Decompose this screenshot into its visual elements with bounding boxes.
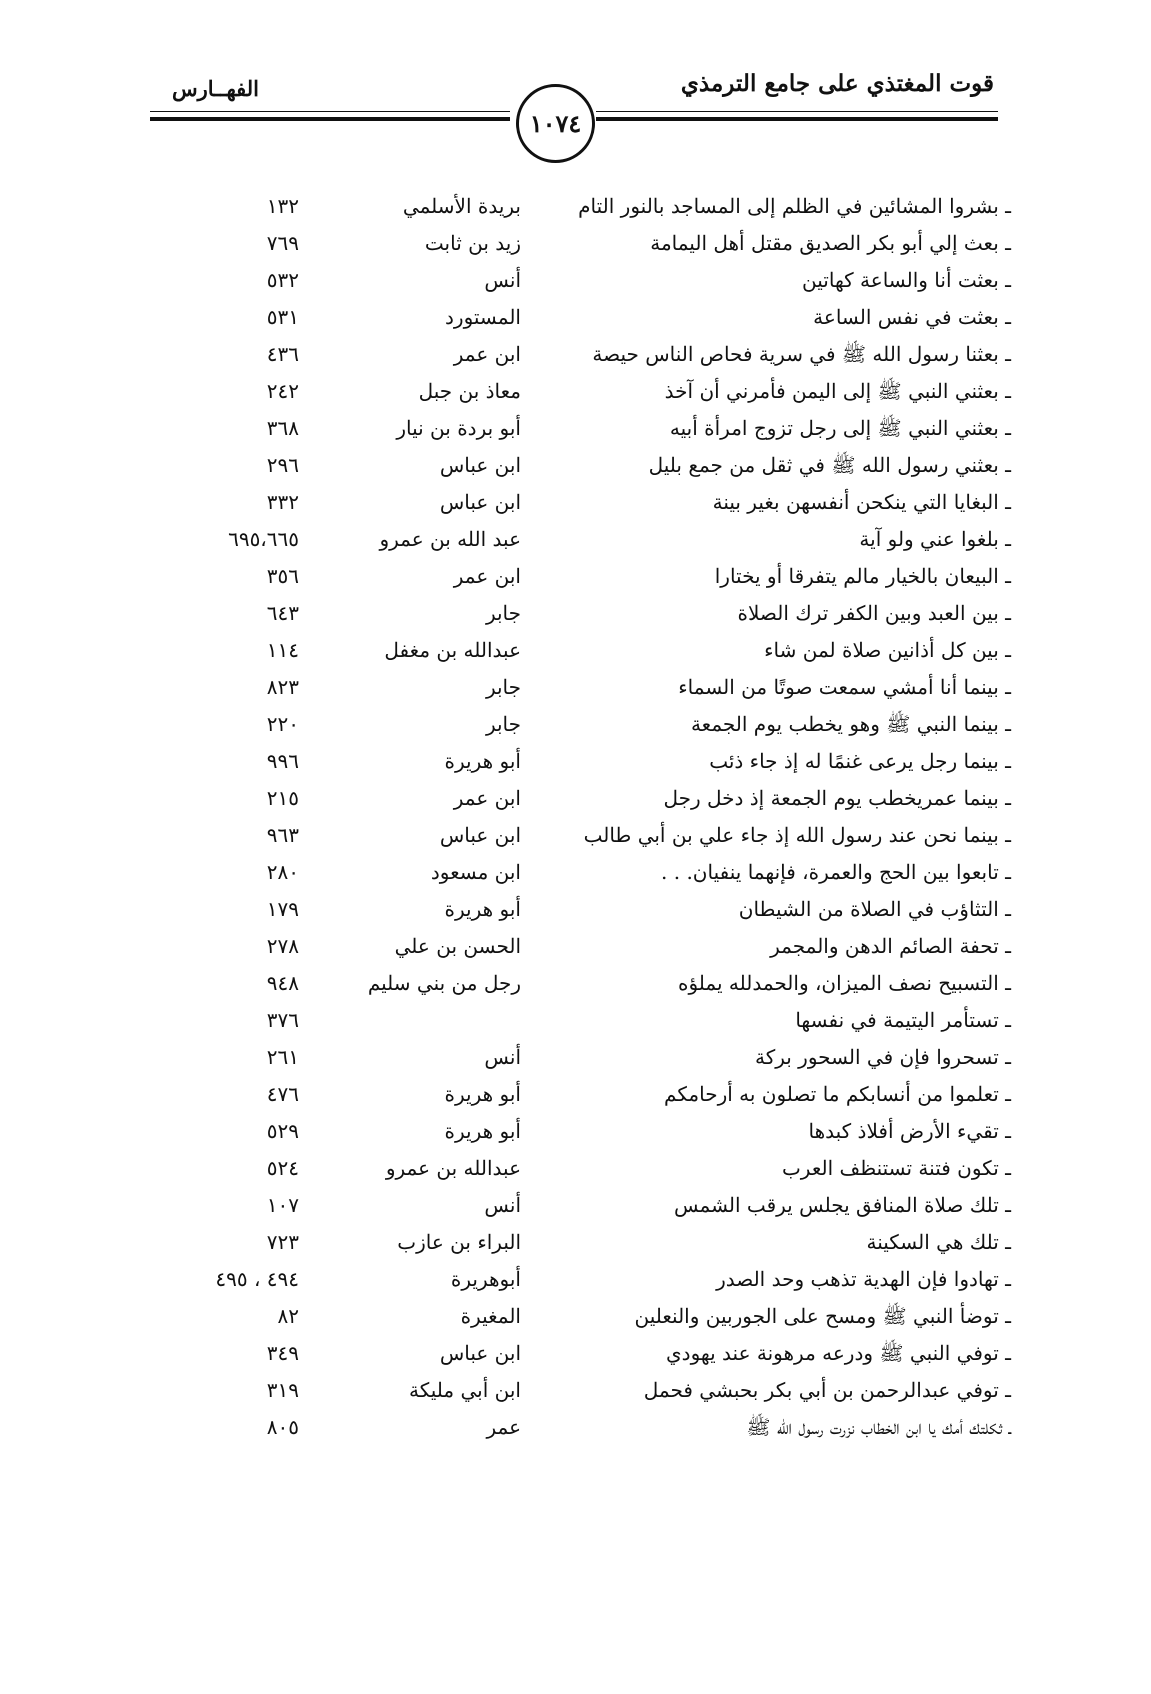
page-refs: ٧٢٣ xyxy=(266,1230,299,1254)
narrator-name: ابن مسعود xyxy=(430,860,521,884)
page-refs: ٣١٩ xyxy=(266,1378,299,1402)
narrator-name: أبو هريرة xyxy=(444,897,521,921)
hadith-text: ـ تابعوا بين الحج والعمرة، فإنهما ينفيان. . . xyxy=(661,860,1011,884)
index-row xyxy=(0,817,1151,854)
index-row xyxy=(0,447,1151,484)
narrator-name: البراء بن عازب xyxy=(397,1230,521,1254)
index-row xyxy=(0,1076,1151,1113)
page-refs: ٢٨٠ xyxy=(266,860,299,884)
header-rule-left-top xyxy=(150,111,510,112)
index-row xyxy=(0,1224,1151,1261)
index-row xyxy=(0,780,1151,817)
hadith-text: ـ بعثنا رسول الله ﷺ في سرية فحاص الناس حيصة xyxy=(592,342,1011,366)
hadith-text: ـ توضأ النبي ﷺ ومسح على الجوربين والنعلين xyxy=(634,1304,1011,1328)
page-refs: ٢٢٠ xyxy=(266,712,299,736)
index-row xyxy=(0,188,1151,225)
header-rule-right-bottom xyxy=(596,117,998,121)
index-row xyxy=(0,1113,1151,1150)
page-refs: ٢١٥ xyxy=(266,786,299,810)
narrator-name: بريدة الأسلمي xyxy=(402,194,521,218)
page-refs: ٢٧٨ xyxy=(266,934,299,958)
hadith-text: ـ تقيء الأرض أفلاذ كبدها xyxy=(808,1119,1011,1143)
narrator-name: ابن عمر xyxy=(453,342,521,366)
index-row xyxy=(0,595,1151,632)
header-rule-right-top xyxy=(596,111,998,112)
page-refs: ٣٤٩ xyxy=(266,1341,299,1365)
narrator-name: عبدالله بن عمرو xyxy=(385,1156,521,1180)
page-refs: ٢٩٦ xyxy=(266,453,299,477)
hadith-text: ـ ثكلتك أمك يا ابن الخطاب نزرت رسول الله ﷺ xyxy=(746,1415,1011,1439)
narrator-name: ابن عباس xyxy=(439,823,521,847)
index-row xyxy=(0,373,1151,410)
index-row xyxy=(0,632,1151,669)
page-refs: ٩٤٨ xyxy=(266,971,299,995)
hadith-text: ـ بعثت في نفس الساعة xyxy=(813,305,1011,329)
hadith-text: ـ بينما عمريخطب يوم الجمعة إذ دخل رجل xyxy=(663,786,1011,810)
page-refs: ٥٣١ xyxy=(266,305,299,329)
hadith-text: ـ البيعان بالخيار مالم يتفرقا أو يختارا xyxy=(714,564,1011,588)
page-refs: ١٧٩ xyxy=(266,897,299,921)
hadith-text: ـ التسبيح نصف الميزان، والحمدلله يملؤه xyxy=(677,971,1011,995)
hadith-text: ـ بعث إلي أبو بكر الصديق مقتل أهل اليمامة xyxy=(650,231,1011,255)
page-refs: ٥٣٢ xyxy=(266,268,299,292)
narrator-name: معاذ بن جبل xyxy=(418,379,521,403)
hadith-text: ـ تحفة الصائم الدهن والمجمر xyxy=(770,934,1011,958)
index-row xyxy=(0,1335,1151,1372)
narrator-name: جابر xyxy=(485,712,521,736)
index-row xyxy=(0,669,1151,706)
narrator-name: عمر xyxy=(486,1415,521,1439)
page-refs: ٣٣٢ xyxy=(266,490,299,514)
book-title: قوت المغتذي على جامع الترمذي xyxy=(680,70,994,97)
page-refs: ٧٦٩ xyxy=(266,231,299,255)
index-row xyxy=(0,336,1151,373)
narrator-name: ابن عمر xyxy=(453,786,521,810)
index-row xyxy=(0,410,1151,447)
hadith-text: ـ بشروا المشائين في الظلم إلى المساجد بالنور التام xyxy=(578,194,1011,218)
hadith-text: ـ تلك صلاة المنافق يجلس يرقب الشمس xyxy=(674,1193,1011,1217)
index-row xyxy=(0,1150,1151,1187)
narrator-name: أنس xyxy=(484,1045,521,1069)
narrator-name: أبو هريرة xyxy=(444,1082,521,1106)
page-refs: ٥٢٤ xyxy=(266,1156,299,1180)
index-row xyxy=(0,1409,1151,1446)
index-row xyxy=(0,521,1151,558)
page-refs: ٩٩٦ xyxy=(266,749,299,773)
narrator-name: الحسن بن علي xyxy=(394,934,521,958)
page-refs: ٦٤٣ xyxy=(266,601,299,625)
hadith-text: ـ تلك هي السكينة xyxy=(866,1230,1011,1254)
section-title: الفهــارس xyxy=(172,76,260,101)
hadith-text: ـ تستأمر اليتيمة في نفسها xyxy=(795,1008,1011,1032)
narrator-name: جابر xyxy=(485,601,521,625)
narrator-name: ابن عباس xyxy=(439,1341,521,1365)
narrator-name: المغيرة xyxy=(460,1304,521,1328)
index-row xyxy=(0,706,1151,743)
page-refs: ٦٩٥،٦٦٥ xyxy=(228,527,299,551)
index-row xyxy=(0,891,1151,928)
page-refs: ٣٧٦ xyxy=(266,1008,299,1032)
index-row xyxy=(0,262,1151,299)
hadith-text: ـ البغايا التي ينكحن أنفسهن بغير بينة xyxy=(712,490,1011,514)
narrator-name: ابن أبي مليكة xyxy=(409,1378,521,1402)
index-row xyxy=(0,1002,1151,1039)
hadith-text: ـ بعثني النبي ﷺ إلى اليمن فأمرني أن آخذ xyxy=(664,379,1011,403)
page-refs: ٣٦٨ xyxy=(266,416,299,440)
hadith-text: ـ بعثني النبي ﷺ إلى رجل تزوج امرأة أبيه xyxy=(669,416,1011,440)
page-refs: ٢٤٢ xyxy=(266,379,299,403)
index-row xyxy=(0,965,1151,1002)
page-refs: ٥٢٩ xyxy=(266,1119,299,1143)
hadith-text: ـ توفي عبدالرحمن بن أبي بكر بحبشي فحمل xyxy=(643,1378,1011,1402)
hadith-text: ـ تسحروا فإن في السحور بركة xyxy=(754,1045,1011,1069)
page-refs: ٤٣٦ xyxy=(266,342,299,366)
page-number: ١٠٧٤ xyxy=(529,109,582,138)
index-row xyxy=(0,1187,1151,1224)
page-refs: ١١٤ xyxy=(266,638,299,662)
hadith-text: ـ تكون فتنة تستنظف العرب xyxy=(781,1156,1011,1180)
index-row xyxy=(0,484,1151,521)
narrator-name: زيد بن ثابت xyxy=(424,231,521,255)
page-refs: ٨٠٥ xyxy=(266,1415,299,1439)
narrator-name: أنس xyxy=(484,1193,521,1217)
page-refs: ٩٦٣ xyxy=(266,823,299,847)
hadith-text: ـ بلغوا عني ولو آية xyxy=(859,527,1011,551)
index-row xyxy=(0,1372,1151,1409)
hadith-text: ـ بينما أنا أمشي سمعت صوتًا من السماء xyxy=(678,675,1011,699)
hadith-text: ـ تهادوا فإن الهدية تذهب وحد الصدر xyxy=(716,1267,1011,1291)
narrator-name: ابن عمر xyxy=(453,564,521,588)
page-header xyxy=(0,0,1151,170)
page-refs: ٨٢٣ xyxy=(266,675,299,699)
hadith-index-list xyxy=(0,188,1151,1446)
hadith-text: ـ بينما نحن عند رسول الله إذ جاء علي بن أبي طالب xyxy=(583,823,1011,847)
narrator-name: ابن عباس xyxy=(439,453,521,477)
index-row xyxy=(0,299,1151,336)
page-refs: ١٠٧ xyxy=(266,1193,299,1217)
index-row xyxy=(0,1298,1151,1335)
narrator-name: جابر xyxy=(485,675,521,699)
page-refs: ٣٥٦ xyxy=(266,564,299,588)
hadith-text: ـ بين كل أذانين صلاة لمن شاء xyxy=(764,638,1011,662)
hadith-text: ـ بعثني رسول الله ﷺ في ثقل من جمع بليل xyxy=(648,453,1011,477)
narrator-name: أبو هريرة xyxy=(444,749,521,773)
index-row xyxy=(0,928,1151,965)
page-refs: ٨٢ xyxy=(277,1304,299,1328)
hadith-text: ـ التثاؤب في الصلاة من الشيطان xyxy=(738,897,1011,921)
narrator-name: المستورد xyxy=(445,305,521,329)
index-row xyxy=(0,225,1151,262)
index-row xyxy=(0,854,1151,891)
narrator-name: أبوهريرة xyxy=(450,1267,521,1291)
hadith-text: ـ بينما النبي ﷺ وهو يخطب يوم الجمعة xyxy=(690,712,1011,736)
index-row xyxy=(0,743,1151,780)
narrator-name: عبد الله بن عمرو xyxy=(379,527,521,551)
page-refs: ١٣٢ xyxy=(266,194,299,218)
index-row xyxy=(0,1039,1151,1076)
header-rule-left-bottom xyxy=(150,117,510,121)
hadith-text: ـ تعلموا من أنسابكم ما تصلون به أرحامكم xyxy=(664,1082,1011,1106)
index-row xyxy=(0,1261,1151,1298)
page-refs: ٤٩٤ ، ٤٩٥ xyxy=(215,1267,299,1291)
hadith-text: ـ بينما رجل يرعى غنمًا له إذ جاء ذئب xyxy=(709,749,1011,773)
hadith-text: ـ بعثت أنا والساعة كهاتين xyxy=(802,268,1011,292)
hadith-text: ـ بين العبد وبين الكفر ترك الصلاة xyxy=(737,601,1011,625)
narrator-name: ابن عباس xyxy=(439,490,521,514)
narrator-name: أبو هريرة xyxy=(444,1119,521,1143)
hadith-text: ـ توفي النبي ﷺ ودرعه مرهونة عند يهودي xyxy=(666,1341,1011,1365)
narrator-name: أنس xyxy=(484,268,521,292)
page-refs: ٢٦١ xyxy=(266,1045,299,1069)
page-refs: ٤٧٦ xyxy=(266,1082,299,1106)
index-row xyxy=(0,558,1151,595)
narrator-name: رجل من بني سليم xyxy=(367,971,521,995)
page-number-badge xyxy=(516,84,595,163)
narrator-name: عبدالله بن مغفل xyxy=(384,638,521,662)
narrator-name: أبو بردة بن نيار xyxy=(396,416,521,440)
